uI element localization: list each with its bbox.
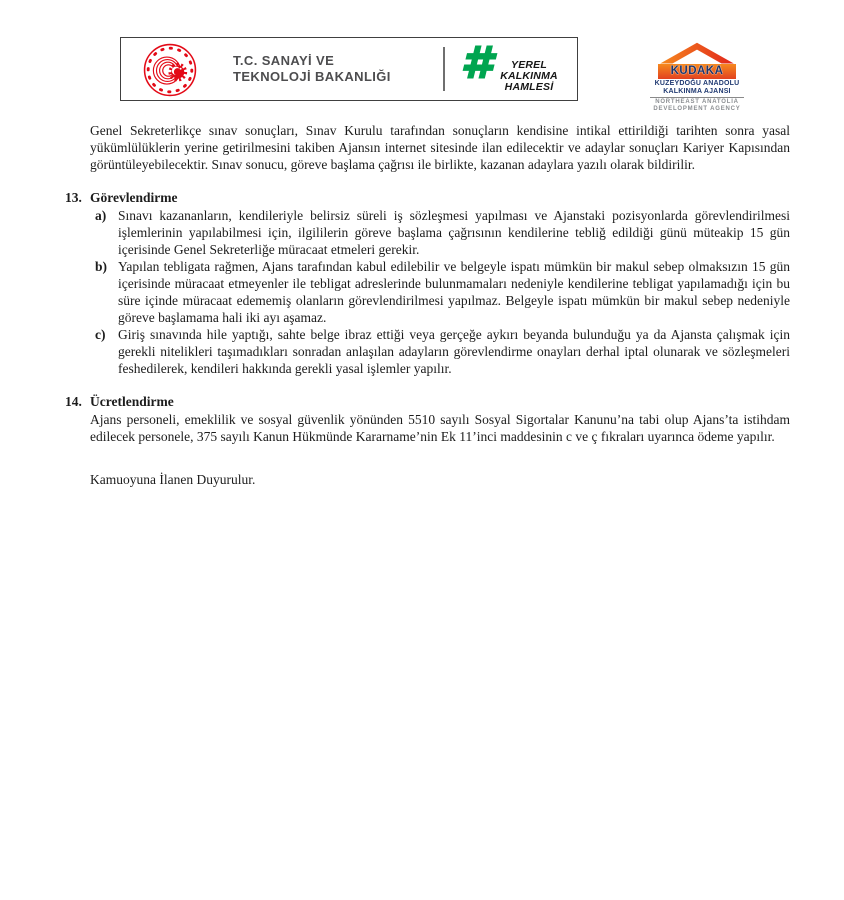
hamle-line3: HAMLESİ [504,81,554,93]
list-item-text: Giriş sınavında hile yaptığı, sahte belge ibraz ettiği veya gerçeğe aykırı beyanda bulunduğu ya da Ajansta çalışmak için gerekli nitelikleri taşımadıkları sonradan anlaşılan adayların görevlendirme onayları derhal iptal olunarak ve sözleşmeleri feshedilerek, kendileri hakkında gerekli yasal işlemler yapılır. [118,327,790,376]
ministry-logo-box [120,37,578,101]
list-item-label: a) [95,208,107,223]
kudaka-logo [646,42,748,112]
section-ucretlendirme [65,393,790,445]
section-heading [65,393,790,410]
list-item-label: c) [95,327,106,342]
header [0,0,844,112]
ministry-name-line2: TEKNOLOJİ BAKANLIĞI [233,69,391,84]
hamle-line1: YEREL [510,59,547,71]
kudaka-en-line2: DEVELOPMENT AGENCY [653,105,741,112]
kudaka-name-turkish [646,80,748,95]
kudaka-en-line1: NORTHEAST ANATOLIA [655,99,739,105]
section-paragraph: Ajans personeli, emeklilik ve sosyal güvenlik yönünden 5510 sayılı Sosyal Sigortalar Kanunu’na tabi olup Ajans’ta istihdam edilecek personele, 375 sayılı Kanun Hükmünde Kararname’nin Ek 11’inci maddesinin c ve ç fıkraları uyarınca ödeme yapılır. [90,412,790,444]
yerel-kalkinma-hamlesi-logo [459,43,575,97]
intro-paragraph: Genel Sekreterlikçe sınav sonuçları, Sınav Kurulu tarafından sonuçların kendisine intikal ettirildiği tarihten sonra yasal yükümlülüklerin yerine getirilmesini takiben Ajansın internet sitesinde ilan edilecektir ve adaylar sonuçları Kariyer Kapısından görüntüleyebilecektir. Sınav sonucu, göreve başlama çağrısı ile birlikte, kazanan adaylara yazılı olarak bildirilir. [90,123,790,172]
document-body [0,112,844,488]
kudaka-tr-line1: KUZEYDOĞU ANADOLU [654,80,740,87]
section-heading [65,189,790,206]
section-number: 14. [65,394,82,409]
section-title: Görevlendirme [90,190,178,205]
list-item [95,258,790,326]
logo-divider [443,47,445,91]
section-title: Ücretlendirme [90,394,174,409]
list-item-text: Sınavı kazananların, kendileriyle belirsiz süreli iş sözleşmesi yapılması ve Ajanstaki pozisyonlarda görevlendirilmesi işlemlerinin yapılabilmesi için, ilgililerin göreve başlama çağrısının kendilerine tebliğ edildiği günü müteakip 15 gün içerisinde Genel Sekreterliğe müracaat etmeleri gerekir. [118,208,790,257]
list-item [95,326,790,377]
hamle-wordmark [485,60,573,93]
ministry-name-line1: T.C. SANAYİ VE [233,53,335,68]
closing-line: Kamuoyuna İlanen Duyurulur. [90,472,256,487]
kudaka-roof-icon [657,42,737,65]
section-number: 13. [65,190,82,205]
kudaka-name-english [646,99,748,112]
kudaka-separator [650,97,744,98]
kudaka-tr-line2: KALKINMA AJANSI [663,87,731,95]
list-item [95,207,790,258]
hamle-line2: KALKINMA [500,70,558,82]
list-item-text: Yapılan tebligata rağmen, Ajans tarafından kabul edilebilir ve belgeyle ispatı mümkün bir makul sebep olmaksızın 15 gün içerisinde müracaat etmeyenler ile tebligat adreslerinde bulunmamaları nedeniyle kendilerine tebligat yapılamadığı için bu süre içinde müracaat edememiş olanların görevlendirilmesi yapılmaz. Belgeyle ispatı mümkün bir makul sebep nedeniyle göreve başlamama hali iki ayı aşamaz. [118,259,790,325]
list-item-label: b) [95,259,108,274]
kudaka-wordmark: KUDAKA [658,64,736,79]
ministry-name [233,53,391,85]
ministry-emblem-icon [143,43,197,97]
section-gorevlendirme [65,189,790,377]
